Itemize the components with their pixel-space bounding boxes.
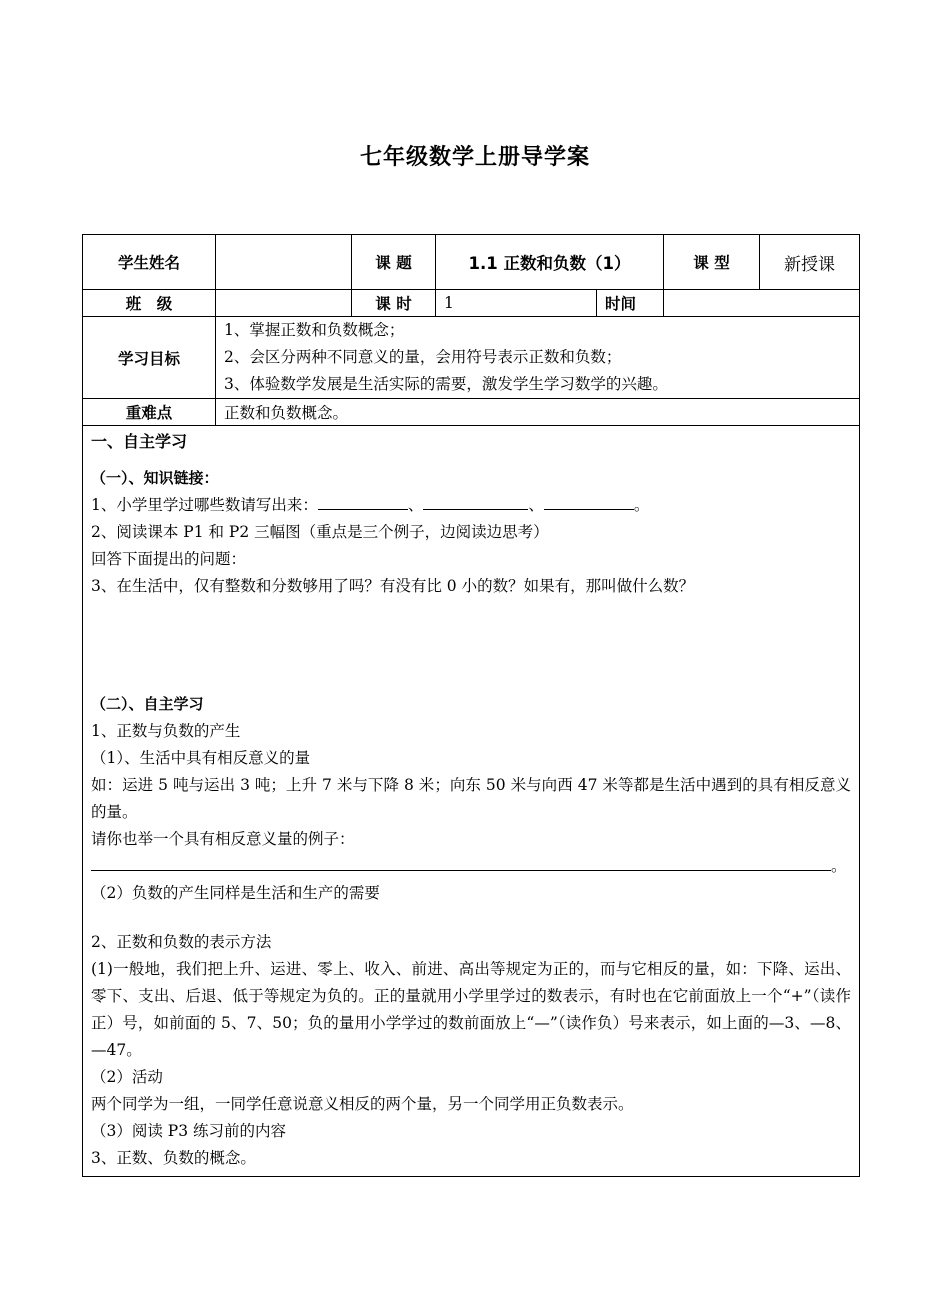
goal-item: 2、会区分两种不同意义的量，会用符号表示正数和负数； [224, 348, 622, 366]
period-value: 1 [436, 290, 597, 317]
type-value: 新授课 [760, 235, 860, 290]
class-value[interactable] [216, 290, 352, 317]
example-prompt: 请你也举一个具有相反意义量的例子： [91, 830, 355, 848]
topic-item: （2）活动 [91, 1068, 163, 1086]
answer-space[interactable] [91, 600, 851, 690]
topic-heading: 2、正数和负数的表示方法 [91, 933, 272, 951]
goal-item: 1、掌握正数和负数概念； [224, 321, 405, 339]
content-section [83, 426, 860, 1177]
section-heading: 一、自主学习 [91, 432, 188, 451]
topic-value: 1.1 正数和负数（1） [436, 235, 664, 290]
student-name-label: 学生姓名 [83, 235, 216, 290]
question-1: 1、小学里学过哪些数请写出来： 、 、 。 [91, 492, 851, 519]
example-answer-line: 。 [91, 853, 851, 880]
question-3: 3、在生活中，仅有整数和分数够用了吗？有没有比 0 小的数？如果有，那叫做什么数？ [91, 577, 695, 595]
question-2-follow: 回答下面提出的问题： [91, 550, 247, 568]
topic-item: （1）、生活中具有相反意义的量 [91, 749, 311, 767]
subsection-heading: （二）、自主学习 [91, 695, 204, 713]
student-name-value[interactable] [216, 235, 352, 290]
method-paragraph: (1)一般地，我们把上升、运进、零上、收入、前进、高出等规定为正的，而与它相反的量，如：下降、运出、零下、支出、后退、低于等规定为负的。正的量就用小学里学过的数表示，有时也在它前面放上一个“+”（读作正）号，如前面的 5、7、50；负的量用小学学过的数前面放上“—”（读作负）号来表示，如上面的—3、—8、—47。 [91, 960, 851, 1059]
goals-label: 学习目标 [83, 317, 216, 399]
time-label: 时间 [597, 290, 664, 317]
question-2: 2、阅读课本 P1 和 P2 三幅图（重点是三个例子，边阅读边思考） [91, 523, 549, 541]
example-paragraph: 如：运进 5 吨与运出 3 吨；上升 7 米与下降 8 米；向东 50 米与向西 47 米等都是生活中遇到的具有相反意义的量。 [91, 776, 851, 821]
topic-heading: 3、正数、负数的概念。 [91, 1149, 256, 1167]
answer-blank[interactable] [423, 492, 528, 510]
time-value[interactable] [664, 290, 860, 317]
type-label: 课 型 [664, 235, 760, 290]
goal-item: 3、体验数学发展是生活实际的需要，激发学生学习数学的兴趣。 [224, 375, 668, 393]
lesson-plan-table [82, 234, 860, 1177]
subsection-heading: （一）、知识链接： [91, 469, 219, 487]
goals-list [216, 317, 860, 399]
topic-heading: 1、正数与负数的产生 [91, 722, 241, 740]
answer-blank[interactable] [318, 492, 408, 510]
period-label: 课 时 [352, 290, 436, 317]
answer-blank[interactable] [544, 492, 634, 510]
activity-text: 两个同学为一组，一同学任意说意义相反的两个量，另一个同学用正负数表示。 [91, 1095, 634, 1113]
topic-item: （2）负数的产生同样是生活和生产的需要 [91, 884, 380, 902]
answer-blank[interactable] [91, 853, 831, 871]
topic-item: （3）阅读 P3 练习前的内容 [91, 1122, 287, 1140]
page-title: 七年级数学上册导学案 [359, 145, 590, 170]
key-points-label: 重难点 [83, 399, 216, 426]
key-points-value: 正数和负数概念。 [216, 399, 860, 426]
class-label: 班 级 [83, 290, 216, 317]
topic-label: 课 题 [352, 235, 436, 290]
